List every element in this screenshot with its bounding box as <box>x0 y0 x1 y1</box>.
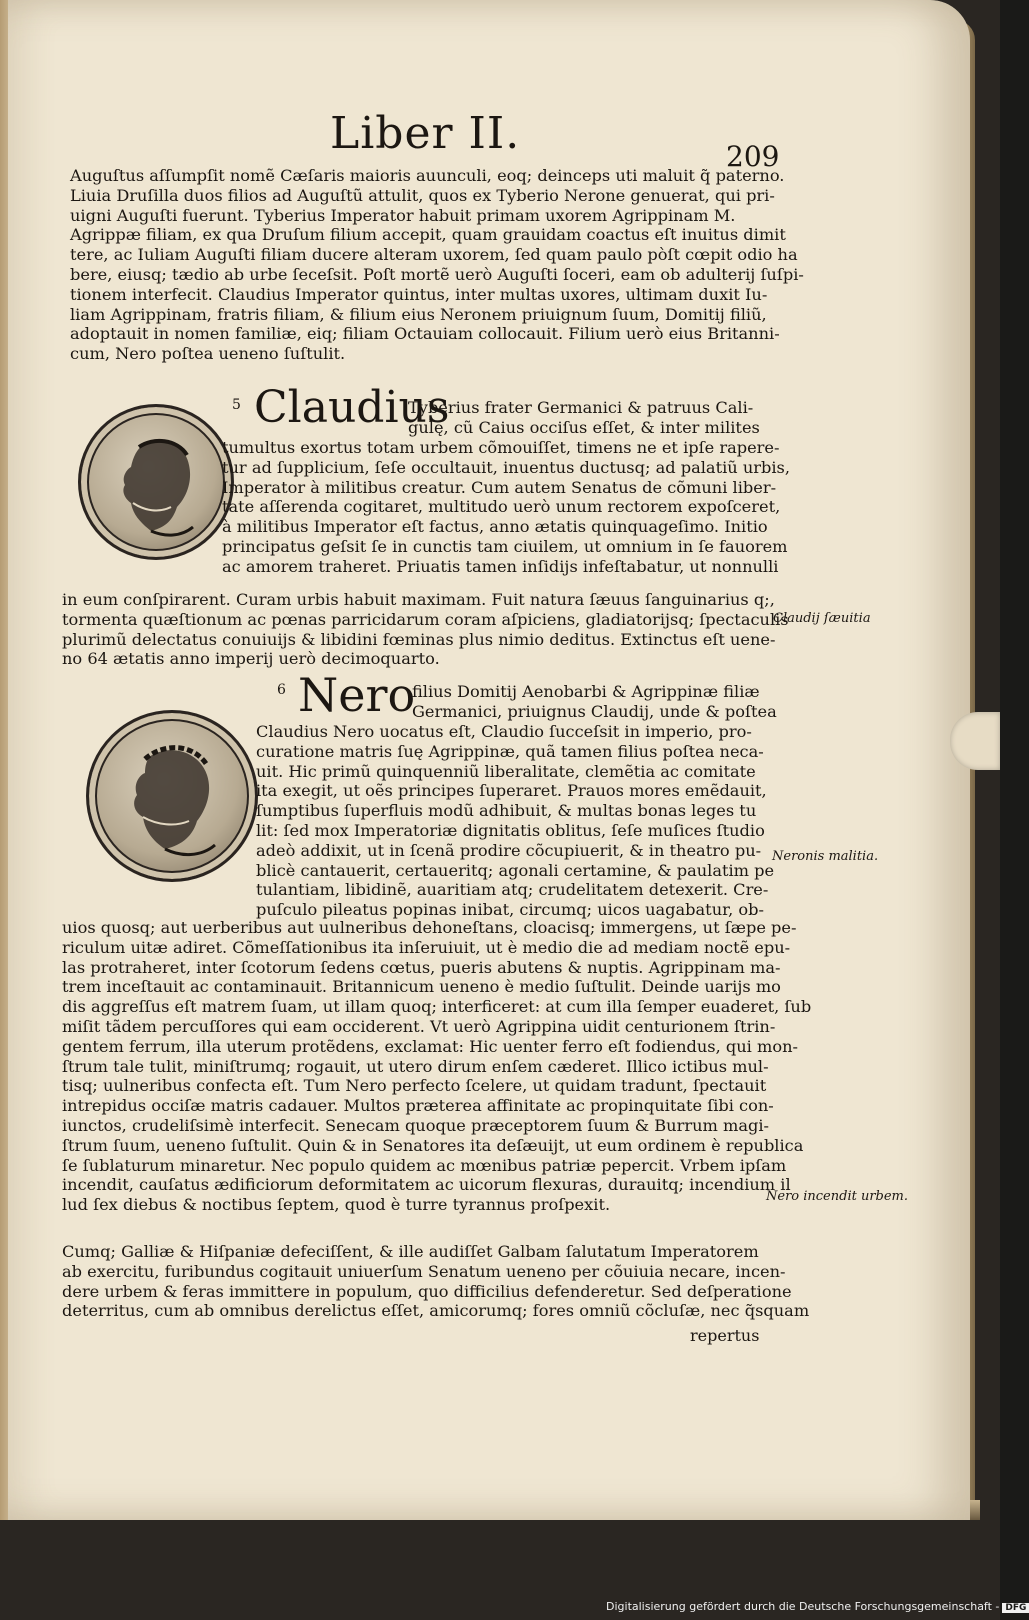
text-line: las protraheret, inter ſcotorum ſedens cœtus, pueris abutens & nuptis. Agrippinam ma- <box>62 957 781 977</box>
text-line: cum, Nero poſtea ueneno ſuſtulit. <box>70 344 346 364</box>
text-line: iunctos, crudeliſsimè interfecit. Senecam quoque præceptorem ſuum & Burrum magi- <box>62 1115 769 1135</box>
footer-text: Digitalisierung gefördert durch die Deutsche Forschungsgemeinschaft - <box>606 1600 1000 1613</box>
nero-coin-portrait <box>86 710 258 882</box>
nero-section-number: 6 <box>277 682 286 698</box>
page-number: 209 <box>726 140 780 173</box>
text-line: uios quosq; aut uerberibus aut uulneribus dehoneſtans, cloacisq; immergens, ut ſæpe pe- <box>62 918 797 937</box>
dfg-badge: DFG <box>1002 1603 1029 1613</box>
text-line: filius Domitij Aenobarbi & Agrippinæ filiæ <box>412 682 760 701</box>
text-line: ſtrum ſuum, ueneno ſuſtulit. Quin & in Senatores ita deſæuijt, ut eum ordinem è republica <box>62 1135 804 1155</box>
claudius-tail-lines <box>62 590 789 669</box>
nero-profile-icon <box>89 713 255 879</box>
text-line: Tyberius frater Germanici & patruus Cali- <box>408 398 754 417</box>
text-line: tisq; uulneribus confecta eſt. Tum Nero perfecto ſcelere, ut quidam tradunt, ſpectauit <box>62 1076 767 1096</box>
text-line: uit. Hic primũ quinquenniũ liberalitate, clemẽtia ac comitate <box>256 761 756 781</box>
text-line: in eum conſpirarent. Curam urbis habuit maximam. Fuit natura ſæuus ſanguinarius q;, <box>62 590 775 609</box>
text-line: tate aſſerenda cogitaret, multitudo uerò unum rectorem expoſceret, <box>222 497 781 517</box>
text-line: Auguſtus aſſumpſit nomẽ Cæſaris maioris auunculi, eoq; deinceps uti maluit q̃ paterno. <box>70 166 785 185</box>
text-line: tere, ac Iuliam Auguſti filiam ducere alteram uxorem, ſed quam paulo pòſt cœpit odio ha <box>70 245 798 265</box>
claudius-section-number: 5 <box>232 397 241 413</box>
text-line: ſumptibus ſuperfluis modũ adhibuit, & multas bonas leges tu <box>256 801 757 821</box>
text-line: trem inceſtauit ac contaminauit. Britannicum ueneno è medio ſuſtulit. Deinde uarijs mo <box>62 977 781 997</box>
text-line: Germanici, priuignus Claudij, unde & poſtea <box>412 701 777 721</box>
text-line: principatus geſsit ſe in cunctis tam ciuilem, ut omnium in ſe fauorem <box>222 536 788 556</box>
text-line: tumultus exortus totam urbem cõmouiſſet, timens ne et ipſe rapere- <box>222 438 780 457</box>
marginal-note-nero-malitia: Neronis malitia. <box>772 849 879 864</box>
text-line: lit: ſed mox Imperatoriæ dignitatis oblitus, ſeſe muſices ſtudio <box>256 820 765 840</box>
nero-tail-lines <box>62 918 812 1215</box>
text-line: gentem ferrum, illa uterum protẽdens, exclamat: Hic uenter ferro eſt fodiendus, qui mon- <box>62 1036 798 1056</box>
text-line: curatione matris ſuę Agrippinæ, quã tamen filius poſtea neca- <box>256 741 764 761</box>
text-line: uigni Auguſti fuerunt. Tyberius Imperator habuit primam uxorem Agrippinam M. <box>70 205 736 225</box>
nero-initial-word: Nero <box>298 668 416 722</box>
text-line: miſit tãdem percuſſores qui eam occiderent. Vt uerò Agrippina uidit centurionem ſtrin- <box>62 1016 776 1036</box>
text-line: puſculo pileatus popinas inibat, circumq; uicos uagabatur, ob- <box>256 900 764 920</box>
marginal-note-nero-incendit: Nero incendit urbem. <box>766 1189 909 1204</box>
text-line: ita exegit, ut oẽs principes ſuperaret. Prauos mores emẽdauit, <box>256 781 767 801</box>
text-line: ac amorem traheret. Priuatis tamen inſidijs infeſtabatur, ut nonnulli <box>222 556 779 576</box>
text-line: blicè cantauerit, certaueritq; agonali certamine, & paulatim pe <box>256 860 775 880</box>
text-line: Liuia Druſilla duos filios ad Auguſtũ attulit, quos ex Tyberio Nerone genuerat, qui pri- <box>70 185 775 205</box>
text-line: intrepidus occiſæ matris cadauer. Multos præterea affinitate ac propinquitate ſibi con- <box>62 1096 774 1116</box>
text-line: tionem interfecit. Claudius Imperator quintus, inter multas uxores, ultimam duxit Iu- <box>70 284 768 304</box>
text-line: adeò addixit, ut in ſcenã prodire cõcupiuerit, & in theatro pu- <box>256 840 762 860</box>
text-line: Cumq; Galliæ & Hiſpaniæ defeciſſent, & ille audiſſet Galbam ſalutatum Imperatorem <box>62 1242 759 1261</box>
text-line: liam Agrippinam, fratris filiam, & filium eius Neronem priuignum ſuum, Domitij filiũ, <box>70 304 767 324</box>
claudius-head-lines <box>408 398 768 438</box>
nero-body-lines <box>256 722 775 920</box>
text-line: dis aggreſſus eſt matrem ſuam, ut illam quoq; interficeret: at cum illa ſemper euaderet, ſub <box>62 997 812 1017</box>
text-line: ab exercitu, furibundus cogitauit uniuerſum Senatum ueneno per cõuiuia necare, incen- <box>62 1261 786 1281</box>
catchword: repertus <box>690 1326 760 1345</box>
text-line: tulantiam, libidinẽ, auaritiam atq; crudelitatem detexerit. Cre- <box>256 880 769 900</box>
digitization-footer <box>606 1600 1029 1613</box>
text-line: plurimũ delectatus conuiuijs & libidini fœminas plus nimio deditus. Extinctus eſt uene- <box>62 629 776 649</box>
text-line: deterritus, cum ab omnibus derelictus eſſet, amicorumq; fores omniũ cõcluſæ, nec q̃squam <box>62 1301 810 1321</box>
text-line: Imperator à militibus creatur. Cum autem Senatus de cõmuni liber- <box>222 477 777 497</box>
marginal-note-claudius: Claudij ſæuitia <box>773 611 871 626</box>
text-line: lud ſex diebus & noctibus ſeptem, quod è turre tyrannus proſpexit. <box>62 1195 611 1215</box>
intro-paragraph <box>70 166 804 364</box>
text-line: tur ad ſupplicium, ſeſe occultauit, inuentus ductusq; ad palatiũ urbis, <box>222 457 790 477</box>
text-line: adoptauit in nomen familiæ, eiq; filiam Octauiam collocauit. Filium uerò eius Britanni- <box>70 324 780 344</box>
text-line: bere, eiusq; tædio ab urbe ſeceſsit. Poſt mortẽ uerò Auguſti ſoceri, eam ob adulterij ſuſpi- <box>70 264 804 284</box>
text-line: gulę, cũ Caius occiſus eſſet, & inter milites <box>408 417 760 437</box>
claudius-initial-word: Claudius <box>254 382 450 433</box>
text-line: Claudius Nero uocatus eſt, Claudio ſucceſsit in imperio, pro- <box>256 722 752 741</box>
text-line: ſtrum tale tulit, miniſtrumq; rogauit, ut utero dirum enſem cæderet. Illico ictibus mul- <box>62 1056 769 1076</box>
text-line: à militibus Imperator eſt factus, anno ætatis quinquageſimo. Initio <box>222 517 768 537</box>
running-title: Liber II. <box>330 108 521 159</box>
claudius-body-lines <box>222 438 790 577</box>
text-line: incendit, cauſatus ædificiorum deformitatem ac uicorum flexuras, durauitq; incendium il <box>62 1175 791 1195</box>
text-line: riculum uitæ adiret. Cõmeſſationibus ita inſeruiuit, ut è medio die ad mediam noctẽ epu- <box>62 937 791 957</box>
claudius-coin-portrait <box>78 404 234 560</box>
final-paragraph <box>62 1242 810 1321</box>
text-line: Agrippæ filiam, ex qua Druſum filium accepit, quam grauidam coactus eſt inuitus dimit <box>70 225 786 245</box>
text-line: tormenta quæſtionum ac pœnas parricidarum coram aſpiciens, gladiatorijsq; ſpectaculis <box>62 609 789 629</box>
claudius-profile-icon <box>81 407 231 557</box>
page-tab-marker <box>950 712 1000 770</box>
text-line: dere urbem & feras immittere in populum, quo difficilius defenderetur. Sed deſperatione <box>62 1281 792 1301</box>
nero-head-lines <box>412 682 777 722</box>
text-line: no 64 ætatis anno imperij uerò decimoquarto. <box>62 649 440 669</box>
text-line: ſe ſublaturum minaretur. Nec populo quidem ac mœnibus patriæ pepercit. Vrbem ipſam <box>62 1155 787 1175</box>
